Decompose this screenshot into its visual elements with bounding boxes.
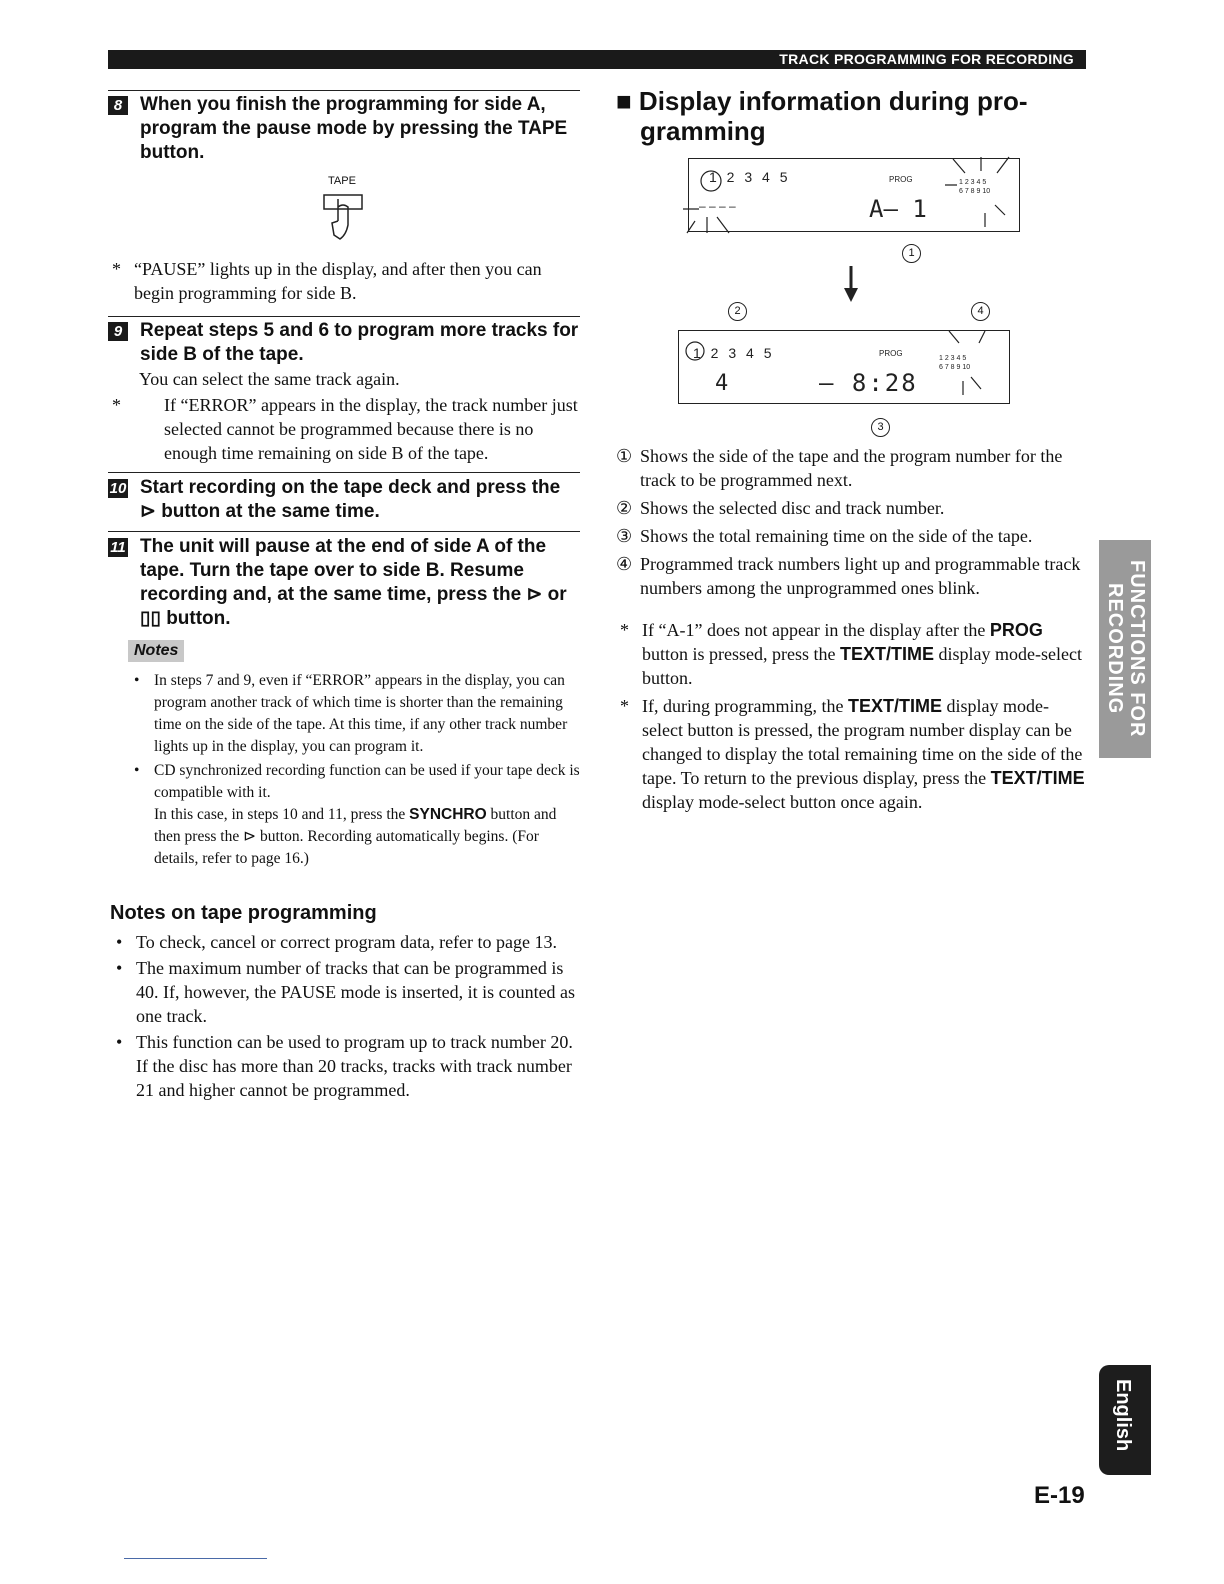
description-marker: ① bbox=[616, 446, 633, 466]
remark-text: If “A-1” does not appear in the display after the bbox=[642, 620, 986, 640]
step-9-note-text: If “ERROR” appears in the display, the track number just selected cannot be programmed because there is no enough time remaining on side B of the tape. bbox=[164, 395, 578, 463]
tape-notes-item: • This function can be used to program up to track number 20. If the disc has more than 20 tracks, tracks with track number 21 and higher cannot be programmed. bbox=[110, 1030, 584, 1102]
step-8-note: * “PAUSE” lights up in the display, and after then you can begin programming for side B. bbox=[108, 257, 580, 305]
description-item bbox=[616, 496, 1086, 520]
page-number: E-19 bbox=[1034, 1482, 1085, 1509]
remarks bbox=[616, 618, 1086, 814]
lcd-display-1 bbox=[688, 158, 1020, 232]
lcd1-disc-marks-icon bbox=[677, 159, 757, 239]
lcd1-grid-bottom: 6 7 8 9 10 bbox=[959, 188, 991, 195]
notes-label: Notes bbox=[128, 640, 184, 662]
step-title: Repeat steps 5 and 6 to program more tracks for side B of the tape. bbox=[140, 320, 579, 365]
display-descriptions bbox=[616, 444, 1086, 600]
description-marker: ② bbox=[616, 498, 633, 518]
remark-item bbox=[616, 694, 1086, 814]
step-title: When you finish the programming for side A, program the pause mode by pressing the TAPE button. bbox=[140, 94, 568, 163]
remark-text: display mode-select button. bbox=[642, 644, 1082, 688]
side-tab-language-label: English bbox=[1112, 1379, 1134, 1452]
remark-bold: PROG bbox=[989, 620, 1043, 640]
header-title: TRACK PROGRAMMING FOR RECORDING bbox=[779, 51, 1074, 67]
lcd1-prog-label: PROG bbox=[889, 175, 913, 184]
callout-1: 1 bbox=[902, 244, 921, 263]
tape-notes-heading: Notes on tape programming bbox=[110, 902, 377, 924]
display-heading bbox=[616, 86, 1056, 146]
step-9-note bbox=[108, 393, 580, 465]
step-9-body: You can select the same track again. bbox=[139, 369, 400, 389]
lcd1-grid-top: 1 2 3 4 5 bbox=[959, 179, 987, 186]
description-item bbox=[616, 524, 1086, 548]
notes-item: • CD synchronized recording function can be used if your tape deck is compatible with it. bbox=[128, 760, 582, 804]
step-number: 11 bbox=[108, 538, 128, 557]
step-title: Start recording on the tape deck and press the ⊳ button at the same time. bbox=[140, 477, 561, 522]
footer-rule bbox=[124, 1558, 267, 1559]
display-heading-line1: ■ Display information during pro- bbox=[616, 86, 1028, 116]
side-tab-functions bbox=[1099, 540, 1151, 758]
step-number: 10 bbox=[109, 480, 127, 497]
callout-4: 4 bbox=[971, 302, 990, 321]
description-item bbox=[616, 444, 1086, 492]
synchro-pre: In this case, in steps 10 and 11, press the bbox=[154, 806, 406, 823]
lcd2-blink-marks-icon bbox=[929, 327, 1009, 407]
remark-text: display mode-select button is pressed, the program number display can be changed to display the total remaining time on the side of the tape. To return to the previous display, press the bbox=[642, 696, 1083, 788]
step-10 bbox=[108, 472, 580, 524]
notes-synchro bbox=[128, 804, 582, 870]
description-text: Programmed track numbers light up and programmable track numbers among the unprogrammed ones blink. bbox=[640, 554, 1081, 598]
description-text: Shows the total remaining time on the side of the tape. bbox=[640, 526, 1033, 546]
remark-text: If, during programming, the bbox=[642, 696, 844, 716]
step-title: The unit will pause at the end of side A of the tape. Turn the tape over to side B. Resume recording and, at the same time, press the ⊳ or ▯▯ button. bbox=[140, 536, 567, 629]
remark-bold: TEXT/TIME bbox=[990, 768, 1085, 788]
description-text: Shows the selected disc and track number. bbox=[640, 498, 945, 518]
callout-2: 2 bbox=[728, 302, 747, 321]
description-item bbox=[616, 552, 1086, 600]
remark-bold: TEXT/TIME bbox=[839, 644, 934, 664]
remark-text: display mode-select button once again. bbox=[642, 792, 923, 812]
description-text: Shows the side of the tape and the program number for the track to be programmed next. bbox=[640, 446, 1063, 490]
down-arrow-icon bbox=[840, 264, 862, 304]
lcd1-dashes: – – – – bbox=[699, 199, 736, 213]
lcd2-disc-mark-icon bbox=[681, 337, 711, 367]
tape-button-label: TAPE bbox=[328, 175, 356, 187]
header-bar bbox=[108, 50, 1086, 69]
remark-text: button is pressed, press the bbox=[642, 644, 836, 664]
display-heading-line2: gramming bbox=[640, 116, 766, 146]
description-marker: ④ bbox=[616, 554, 633, 574]
lcd2-grid-bottom: 6 7 8 9 10 bbox=[939, 364, 971, 371]
lcd2-track: 4 bbox=[715, 371, 729, 396]
step-11 bbox=[108, 531, 580, 631]
callout-3: 3 bbox=[871, 418, 890, 437]
step-number: 9 bbox=[108, 322, 128, 341]
lcd2-grid-top: 1 2 3 4 5 bbox=[939, 355, 967, 362]
tape-notes-item: • The maximum number of tracks that can be programmed is 40. If, however, the PAUSE mode is inserted, it is counted as one track. bbox=[110, 956, 584, 1028]
side-tab-functions-label: FUNCTIONS FOR RECORDING bbox=[1104, 560, 1148, 738]
lcd1-disc-numbers: 1 2 3 4 5 bbox=[709, 169, 791, 185]
lcd1-main-readout: A– 1 bbox=[869, 195, 927, 223]
step-9 bbox=[108, 316, 580, 465]
hand-press-icon bbox=[318, 191, 368, 251]
lcd2-prog-label: PROG bbox=[879, 349, 903, 358]
tape-button-figure bbox=[108, 165, 580, 255]
synchro-bold: SYNCHRO bbox=[409, 806, 487, 823]
lcd2-disc-numbers: 1 2 3 4 5 bbox=[693, 345, 775, 361]
tape-notes bbox=[110, 900, 584, 1102]
lcd-display-2 bbox=[678, 330, 1010, 404]
lcd2-time: – 8:28 bbox=[819, 369, 918, 397]
step-number: 8 bbox=[108, 96, 128, 115]
remark-item bbox=[616, 618, 1086, 690]
notes-block bbox=[128, 640, 582, 870]
remark-bold: TEXT/TIME bbox=[847, 696, 942, 716]
tape-notes-item: • To check, cancel or correct program data, refer to page 13. bbox=[110, 930, 584, 954]
side-tab-language bbox=[1099, 1365, 1151, 1475]
step-8 bbox=[108, 90, 580, 305]
synchro-post: button and then press the ⊳ button. Recording automatically begins. (For details, refer to page 16.) bbox=[154, 806, 557, 867]
notes-item: • In steps 7 and 9, even if “ERROR” appears in the display, you can program another track of which time is shorter than the remaining time on the side of the tape. At this time, if any other track number lights up in the display, you can program it. bbox=[128, 670, 582, 758]
description-marker: ③ bbox=[616, 526, 633, 546]
lcd1-blink-marks-icon bbox=[939, 155, 1019, 235]
